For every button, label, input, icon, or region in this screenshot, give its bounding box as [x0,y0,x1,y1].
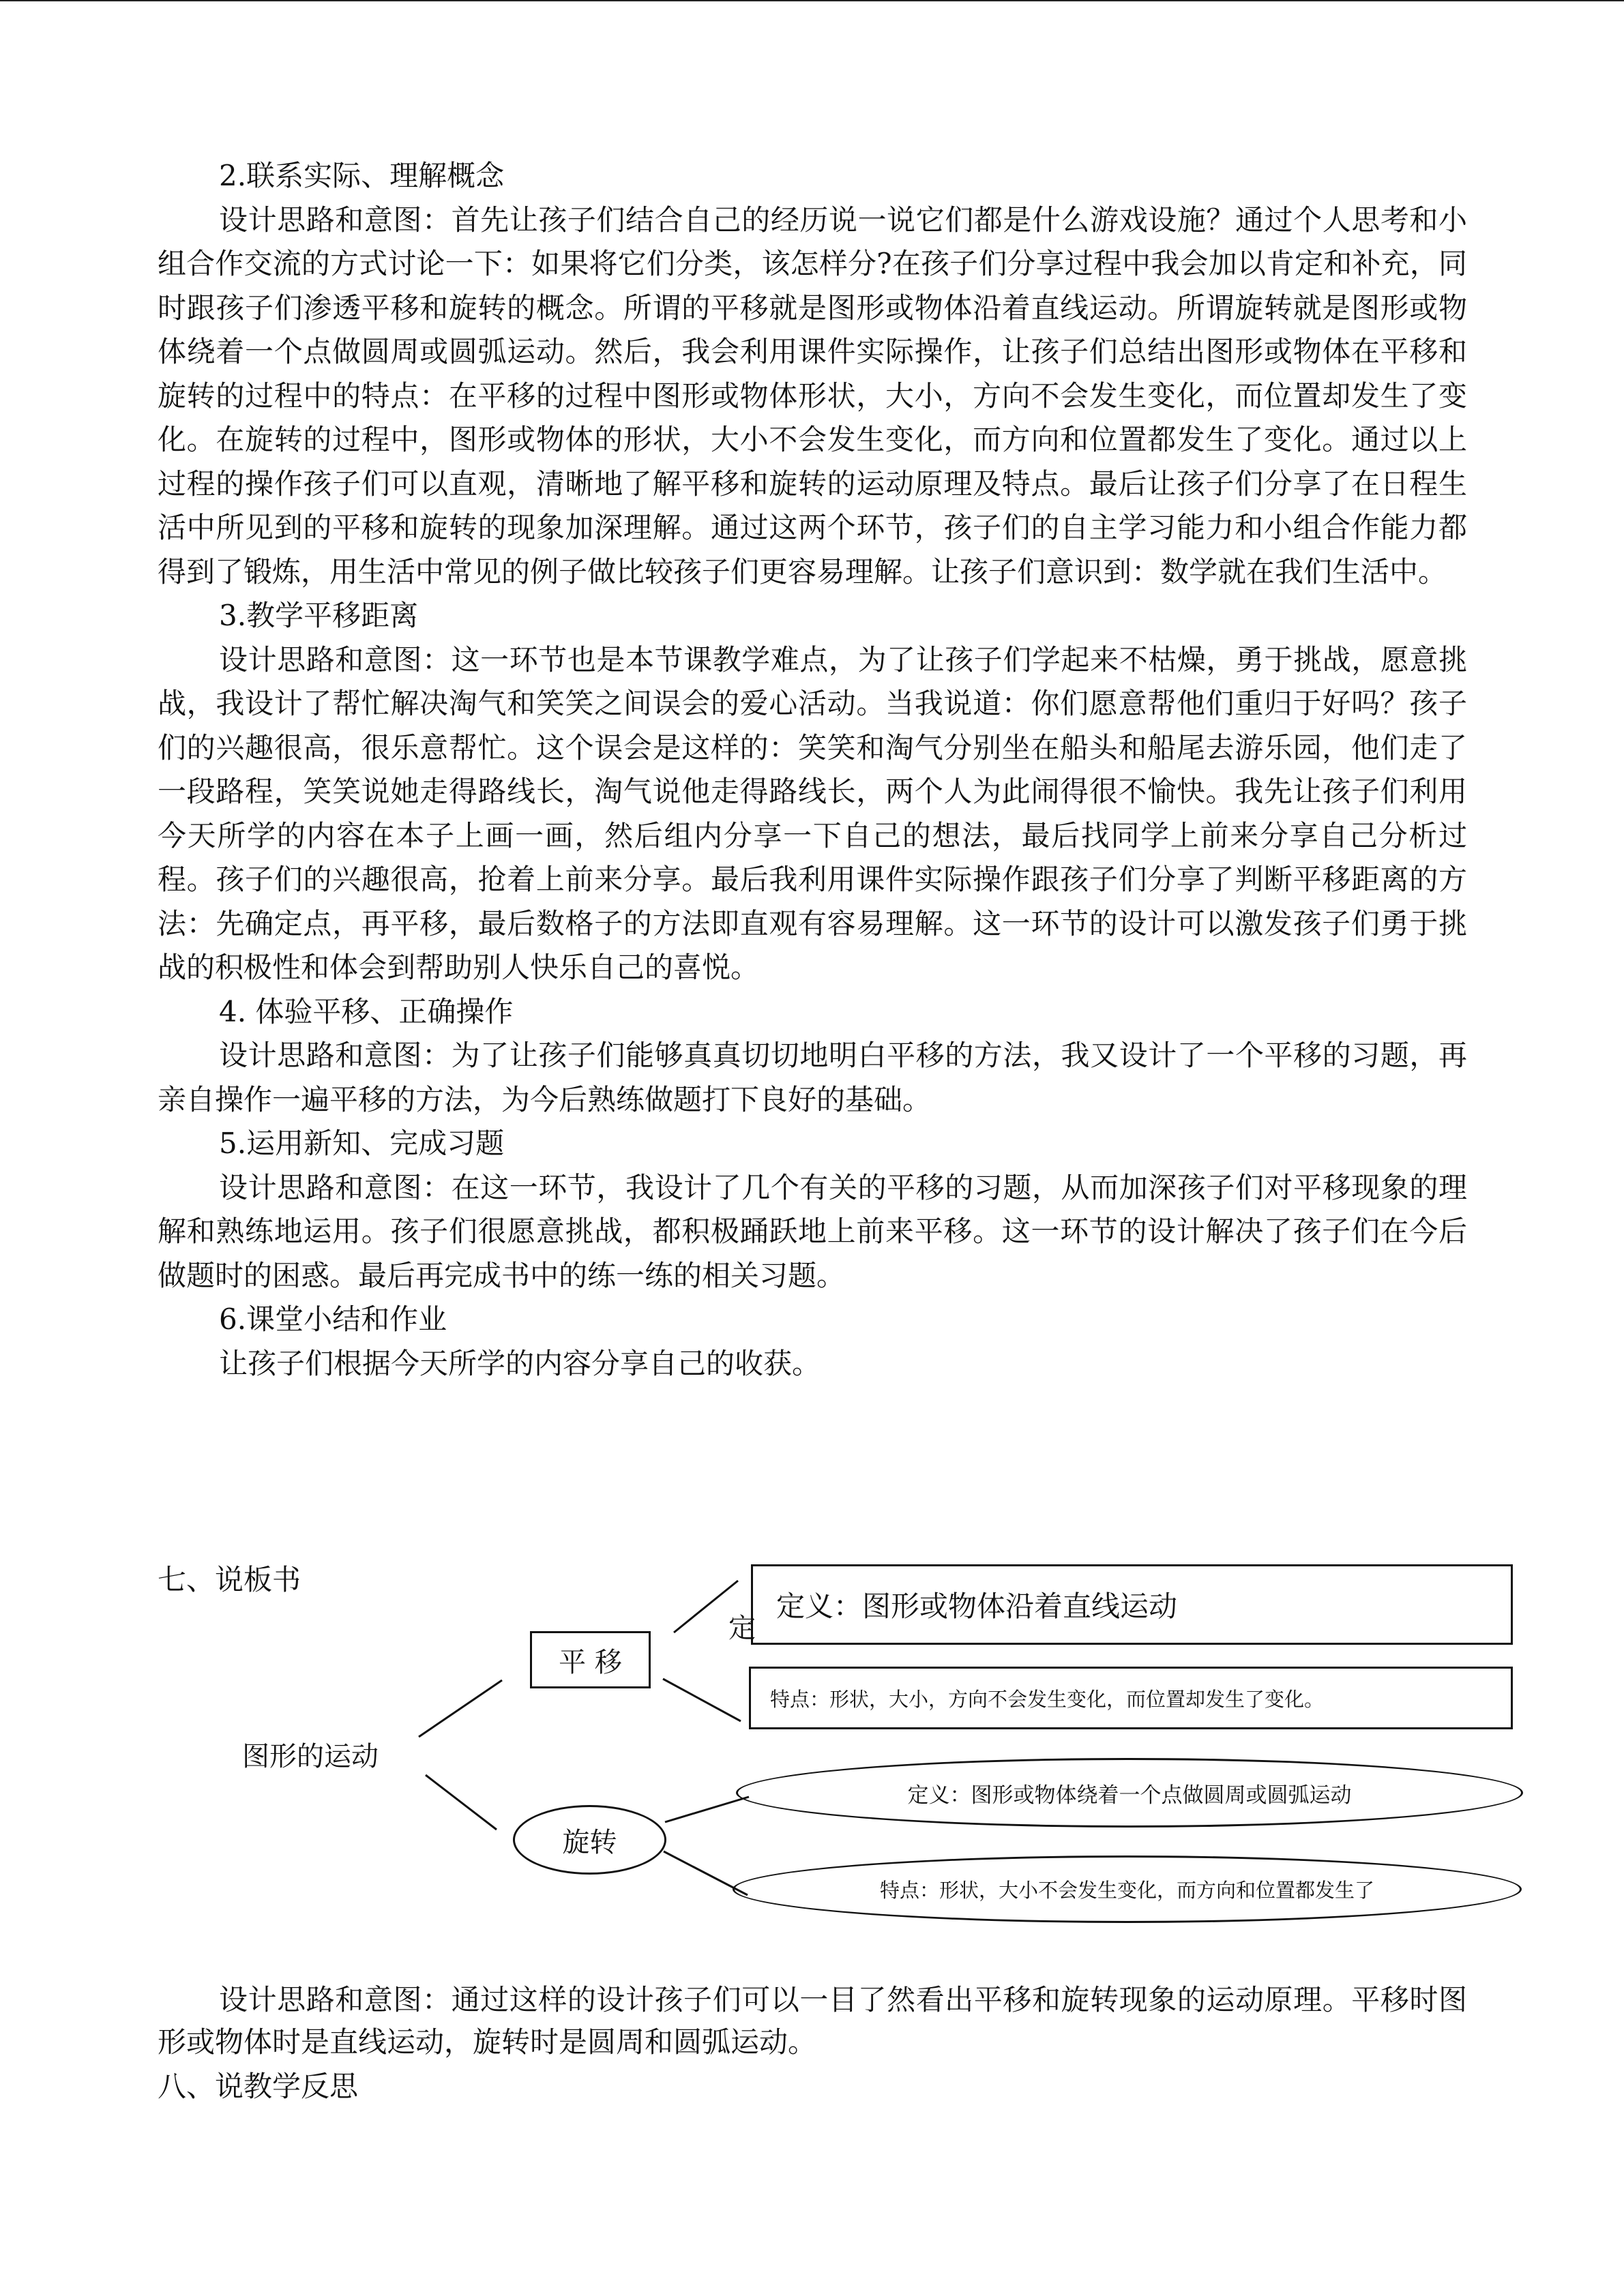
rotation-ellipse [513,1805,666,1875]
paragraph-step-4: 设计思路和意图：为了让孩子们能够真真切切地明白平移的方法，我又设计了一个平移的习题，再亲自操作一遍平移的方法，为今后熟练做题打下良好的基础。 [158,1039,1467,1116]
rotation-definition-ellipse [736,1758,1523,1828]
line-rotation-to-definition [665,1797,749,1822]
rotation-feature: 特点：形状，大小不会发生变化，而方向和位置都发生了 [879,1879,1374,1902]
translation-definition-box [751,1564,1513,1645]
translation-definition: 定义：图形或物体沿着直线运动 [776,1590,1178,1623]
heading-step-6: 6.课堂小结和作业 [219,1302,447,1336]
heading-step-5: 5.运用新知、完成习题 [219,1127,505,1160]
heading-step-3: 3.教学平移距离 [219,599,419,632]
line-root-to-translation [419,1680,502,1737]
line-root-to-rotation [426,1775,497,1830]
rotation-label: 旋转 [562,1826,617,1858]
paragraph-step-5: 设计思路和意图：在这一环节，我设计了几个有关的平移的习题，从而加深孩子们对平移现象的理解和熟练地运用。孩子们很愿意挑战，都积极踊跃地上前来平移。这一环节的设计解决了孩子们在今后做题时的困惑。最后再完成书中的练一练的相关习题。 [158,1170,1467,1292]
translation-feature-box [749,1667,1513,1729]
paragraph-board-design: 设计思路和意图：通过这样的设计孩子们可以一目了然看出平移和旋转现象的运动原理。平移时图形或物体时是直线运动，旋转时是圆周和圆弧运动。 [158,1983,1467,2059]
rotation-definition: 定义：图形或物体绕着一个点做圆周或圆弧运动 [907,1783,1352,1808]
translation-label: 平 移 [559,1646,622,1678]
section-8-title: 八、说教学反思 [158,2070,359,2103]
paragraph-step-6: 让孩子们根据今天所学的内容分享自己的收获。 [219,1346,821,1380]
section-7-title: 七、说板书 [158,1563,301,1596]
stray-glyph: 定 [728,1613,756,1644]
rotation-feature-ellipse [733,1855,1522,1923]
diagram-root-label: 图形的运动 [242,1741,379,1772]
translation-feature: 特点：形状，大小，方向不会发生变化，而位置却发生了变化。 [770,1687,1325,1711]
translation-box [530,1631,651,1688]
paragraph-step-3: 设计思路和意图：这一环节也是本节课教学难点，为了让孩子们学起来不枯燥，勇于挑战，愿意挑战，我设计了帮忙解决淘气和笑笑之间误会的爱心活动。当我说道：你们愿意帮他们重归于好吗？孩子们的兴趣很高，很乐意帮忙。这个误会是这样的：笑笑和淘气分别坐在船头和船尾去游乐园，他们走了一段路程，笑笑说她走得路线长，淘气说他走得路线长，两个人为此闹得很不愉快。我先让孩子们利用今天所学的内容在本子上画一画，然后组内分享一下自己的想法，最后找同学上前来分享自己分析过程。孩子们的兴趣很高，抢着上前来分享。最后我利用课件实际操作跟孩子们分享了判断平移距离的方法：先确定点，再平移，最后数格子的方法即直观有容易理解。这一环节的设计可以激发孩子们勇于挑战的积极性和体会到帮助别人快乐自己的喜悦。 [158,642,1467,984]
paragraph-step-2: 设计思路和意图：首先让孩子们结合自己的经历说一说它们都是什么游戏设施？通过个人思考和小组合作交流的方式讨论一下：如果将它们分类，该怎样分?在孩子们分享过程中我会加以肯定和补充，同时跟孩子们渗透平移和旋转的概念。所谓的平移就是图形或物体沿着直线运动。所谓旋转就是图形或物体绕着一个点做圆周或圆弧运动。然后，我会利用课件实际操作，让孩子们总结出图形或物体在平移和旋转的过程中的特点：在平移的过程中图形或物体形状，大小，方向不会发生变化，而位置却发生了变化。在旋转的过程中，图形或物体的形状，大小不会发生变化，而方向和位置都发生了变化。通过以上过程的操作孩子们可以直观，清晰地了解平移和旋转的运动原理及特点。最后让孩子们分享了在日程生活中所见到的平移和旋转的现象加深理解。通过这两个环节，孩子们的自主学习能力和小组合作能力都得到了锻炼，用生活中常见的例子做比较孩子们更容易理解。让孩子们意识到：数学就在我们生活中。 [158,203,1467,588]
heading-step-2: 2.联系实际、理解概念 [219,159,505,192]
after-diagram-text [158,1979,1467,2063]
line-translation-to-feature [663,1679,741,1721]
heading-step-4: 4. 体验平移、正确操作 [219,994,514,1028]
